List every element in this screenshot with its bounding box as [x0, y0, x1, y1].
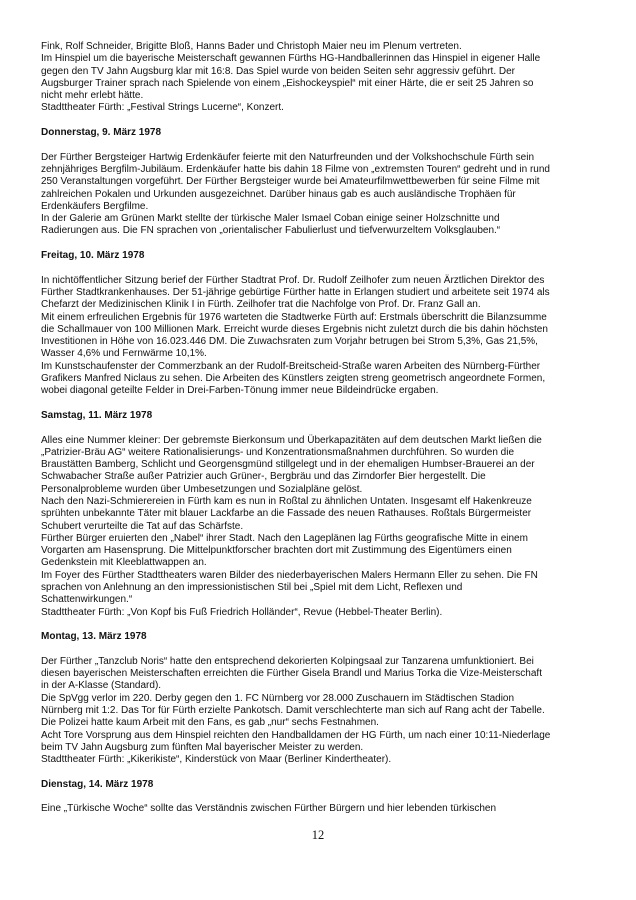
text-line: zahlreichen Pokalen und Urkunden ausgezeichnet. Darüber hinaus gab es auch ausländische Trophäen für: [41, 188, 516, 200]
date-heading: Freitag, 10. März 1978: [41, 250, 145, 262]
text-line: Braustätten Bamberg, Schlicht und Georgensgmünd stillgelegt und in der ehemaligen Humbser-Brauerei an der: [41, 459, 535, 471]
text-line: die Schallmauer von 100 Millionen Mark. Erreicht wurde dieses Ergebnis nicht zuletzt durch die bis dahin höchsten: [41, 323, 548, 335]
text-line: Stadttheater Fürth: „Kikerikiste“, Kinderstück von Maar (Berliner Kindertheater).: [41, 754, 392, 766]
text-line: Chefarzt der Medizinischen Klinik I in Fürth. Zeilhofer trat die Nachfolge von Prof. Dr. Franz Gall an.: [41, 299, 481, 311]
date-section: [41, 410, 605, 619]
text-line: Wasser 4,6% und Fernwärme 10,1%.: [41, 348, 207, 360]
text-line: Mit einem erfreulichen Ergebnis für 1976 warteten die Stadtwerke Fürth auf: Erstmals überschritt die Bilanzsumme: [41, 311, 547, 323]
date-heading: Dienstag, 14. März 1978: [41, 778, 154, 790]
page-number: 12: [311, 828, 325, 842]
text-line: 250 Veranstaltungen vorgeführt. Der Fürther Bergsteiger wurde bei Amateurfilmwettbewerben für seine Filme mit: [41, 176, 540, 188]
text-line: Die SpVgg verlor im 220. Derby gegen den 1. FC Nürnberg vor 28.000 Zuschauern im Städtischen Stadion: [41, 692, 515, 704]
document-content: [41, 41, 605, 816]
text-line: Gedenkstein mit Kleeblattwappen an.: [41, 557, 207, 569]
text-line: sprachen von Anlehnung an den impressionistischen Stil bei „Spiel mit dem Licht, Reflexen und: [41, 582, 463, 594]
date-section: [41, 250, 605, 398]
text-line: „Patrizier-Bräu AG“ weitere Rationalisierungs- und Konzentrationsmaßnahmen durchführen. So wurden die: [41, 446, 515, 458]
text-line: Fink, Rolf Schneider, Brigitte Bloß, Hanns Bader und Christoph Maier neu im Plenum vertreten.: [41, 41, 462, 52]
text-line: Fürther Bürger eruierten den „Nabel“ ihrer Stadt. Nach den Lageplänen lag Fürths geografische Mitte in einem: [41, 532, 528, 544]
date-section: [41, 127, 605, 238]
text-line: Stadttheater Fürth: „Festival Strings Lucerne“, Konzert.: [41, 102, 284, 114]
text-line: Schwabacher Straße außer Patrizier auch Grüner-, Bergbräu und das Zirndorfer Bier hergestellt. Die: [41, 471, 486, 483]
text-line: Der Fürther „Tanzclub Noris“ hatte den entsprechend dekorierten Kolpingsaal zur Tanzarena umfunktioniert. Bei: [41, 655, 534, 667]
text-line: Die Polizei hatte kaum Arbeit mit den Fans, es gab „nur“ sechs Festnahmen.: [41, 717, 379, 729]
text-line: Grafikers Manfred Niclaus zu sehen. Die Arbeiten des Künstlers zeigten streng geometrisch angeordnete Formen,: [41, 373, 546, 385]
text-line: sprühten unbekannte Täter mit blauer Lackfarbe an die Fassade des neuen Rathauses. Roßtals Bürgermeister: [41, 508, 532, 520]
text-line: Alles eine Nummer kleiner: Der gebremste Bierkonsum und Überkapazitäten auf dem deutschen Markt ließen die: [41, 434, 542, 446]
text-line: Stadttheater Fürth: „Von Kopf bis Fuß Friedrich Holländer“, Revue (Hebbel-Theater Berlin).: [41, 606, 443, 618]
text-line: Nürnberg mit 1:2. Das Tor für Fürth erzielte Pankotsch. Damit verschlechterte man sich auf Rang acht der Tabelle.: [41, 705, 545, 717]
text-line: Der Fürther Bergsteiger Hartwig Erdenkäufer feierte mit den Naturfreunden und der Volkshochschule Fürth sein: [41, 151, 535, 163]
text-line: In der Galerie am Grünen Markt stellte der türkische Maler Ismael Coban einige seiner Holzschnitte und: [41, 213, 500, 225]
text-line: Im Foyer des Fürther Stadttheaters waren Bilder des niederbayerischen Malers Hermann Eller zu sehen. Die FN: [41, 569, 538, 581]
date-section: [41, 779, 605, 816]
text-line: Investitionen in Höhe von 16.023.446 DM. Die Zuwachsraten zum Vorjahr betrugen bei Strom 5,3%, Gas 21,5%,: [41, 336, 538, 348]
text-line: Schubert verurteilte die Tat auf das Schärfste.: [41, 520, 244, 532]
text-line: Acht Tore Vorsprung aus dem Hinspiel reichten den Handballdamen der HG Fürth, um nach einer 10:11-Niederlage: [41, 729, 551, 741]
text-line: Im Kunstschaufenster der Commerzbank an der Rudolf-Breitscheid-Straße waren Arbeiten des Nürnberg-Fürther: [41, 360, 541, 372]
date-section: [41, 41, 605, 115]
text-line: Erdenkäufers Bergfilme.: [41, 200, 149, 212]
text-line: Fürther Stadtkrankenhauses. Der 51-jährige gebürtige Fürther hatte in Erlangen studiert und arbeitete seit 1974 als: [41, 286, 550, 298]
text-line: zehnjähriges Bergfilm-Jubiläum. Erdenkäufer hatte bis dahin 18 Filme von „extremsten Touren“ gedreht und in rund: [41, 163, 550, 175]
date-heading: Samstag, 11. März 1978: [41, 409, 153, 421]
text-line: Nach den Nazi-Schmierereien in Fürth kam es nun in Roßtal zu ähnlichen Untaten. Insgesamt elf Hakenkreuze: [41, 495, 532, 507]
text-line: Personalprobleme wurden über Umbesetzungen und Sozialpläne gelöst.: [41, 483, 363, 495]
text-line: In nichtöffentlicher Sitzung berief der Fürther Stadtrat Prof. Dr. Rudolf Zeilhofer zum neuen Ärztlichen Direktor des: [41, 274, 545, 286]
date-section: [41, 631, 605, 766]
text-line: gegen den TV Jahn Augsburg klar mit 16:8. Das Spiel wurde von beiden Seiten sehr aggressiv geführt. Der: [41, 65, 515, 77]
text-line: wobei diagonal geteilte Felder in Drei-Farben-Tönung immer neue Bildeindrücke ergaben.: [41, 385, 439, 397]
text-line: diesen bayerischen Meisterschaften erreichten die Fürther Gisela Brandl und Marius Torka die Vize-Meisterschaft: [41, 668, 542, 680]
text-line: Schattenwirkungen.“: [41, 594, 133, 606]
text-line: nicht mehr erlebt hätte.: [41, 90, 144, 102]
text-line: Eine „Türkische Woche“ sollte das Verständnis zwischen Fürther Bürgern und hier lebenden türkischen: [41, 803, 497, 815]
text-line: beim TV Jahn Augsburg zum fünften Mal bayerischer Meister zu werden.: [41, 741, 364, 753]
text-line: in der A-Klasse (Standard).: [41, 680, 162, 692]
text-line: Augsburger Trainer sprach nach Spielende von einem „Eishockeyspiel“ mit einer Härte, die er seit 25 Jahren so: [41, 77, 534, 89]
date-heading: Donnerstag, 9. März 1978: [41, 127, 162, 139]
date-heading: Montag, 13. März 1978: [41, 631, 147, 643]
text-line: Vorgarten am Hasensprung. Die Mittelpunktforscher brachten dort mit Zustimmung des Eigentümers einen: [41, 545, 512, 557]
text-line: Radierungen aus. Die FN sprachen von „orientalischer Fabulierlust und tiefverwurzeltem Volksglauben.“: [41, 225, 501, 237]
text-line: Im Hinspiel um die bayerische Meisterschaft gewannen Fürths HG-Handballerinnen das Hinspiel in eigener Halle: [41, 53, 541, 65]
